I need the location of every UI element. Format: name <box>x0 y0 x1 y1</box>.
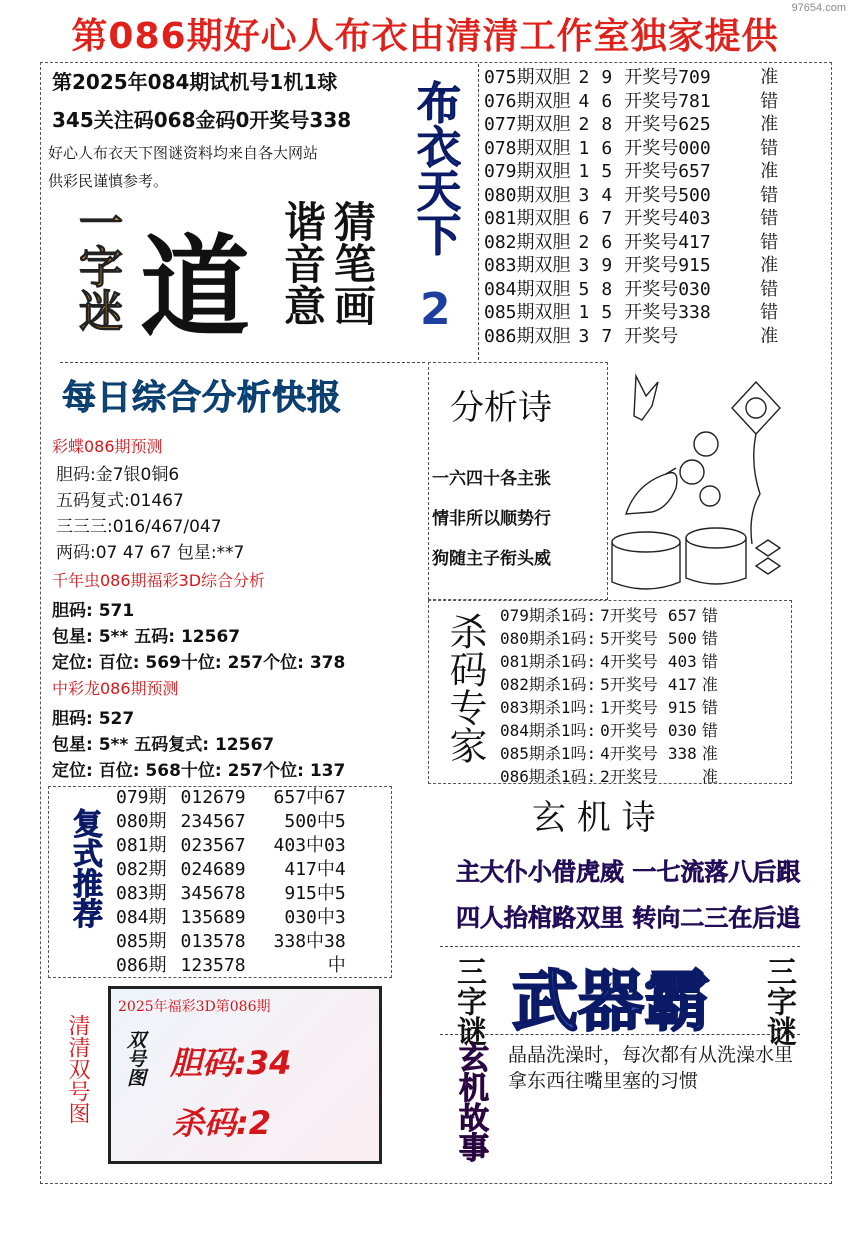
dd-period: 085期双胆 <box>484 302 571 323</box>
story-label: 玄机故事 <box>453 1042 488 1162</box>
dd-period: 084期双胆 <box>484 278 571 300</box>
double-dan-row <box>484 160 778 184</box>
kill-table <box>500 604 718 788</box>
dd-period: 083期双胆 <box>484 255 571 276</box>
double-dan-table <box>484 66 778 348</box>
dd-dan-1: 3 <box>578 325 590 347</box>
sanzimi-label-left: 三字谜 <box>451 956 486 1046</box>
fushi-row <box>116 858 346 882</box>
kill-result: 错 <box>701 606 718 625</box>
kill-code: 2开奖号 <box>600 767 658 786</box>
dd-period: 078期双胆 <box>484 137 571 159</box>
fushi-row <box>116 882 346 906</box>
poem-title: 分析诗 <box>450 388 552 428</box>
double-dan-row <box>484 137 778 161</box>
kill-code: 0开奖号 <box>600 721 658 740</box>
double-dan-row <box>484 231 778 255</box>
dd-dan-1: 6 <box>578 208 590 229</box>
kill-period: 082期杀1码: <box>500 675 597 694</box>
dd-result: 错 <box>760 231 779 253</box>
double-dan-row <box>484 301 778 325</box>
dd-period: 076期双胆 <box>484 90 571 112</box>
double-dan-row <box>484 90 778 114</box>
zhongcailong-heading: 中彩龙086期预测 <box>52 679 179 698</box>
kill-label: 杀码专家 <box>443 612 487 764</box>
sanzimi-main: 武器霸 <box>512 963 710 1040</box>
kill-code: 5开奖号 <box>600 675 658 694</box>
kill-result: 错 <box>701 652 718 671</box>
dd-dan-2: 5 <box>601 161 613 182</box>
fushi-row <box>116 906 346 930</box>
dd-dan-1: 1 <box>578 137 590 159</box>
dd-period: 081期双胆 <box>484 208 571 229</box>
fushi-label: 复式推荐 <box>67 808 102 928</box>
dd-dan-1: 3 <box>578 255 590 276</box>
double-dan-row <box>484 184 778 208</box>
trial-note-1: 好心人布衣天下图谜资料均来自各大网站 <box>48 144 319 162</box>
fushi-combo: 135689 <box>180 907 246 928</box>
dd-open: 开奖号781 <box>624 90 711 112</box>
dd-dan-1: 2 <box>578 231 590 253</box>
fushi-open: 657中67 <box>273 787 346 808</box>
fushi-row <box>116 786 346 810</box>
dd-dan-1: 2 <box>578 114 590 135</box>
dd-open: 开奖号657 <box>624 161 711 182</box>
dd-result: 错 <box>760 302 779 323</box>
dd-dan-2: 9 <box>601 67 613 88</box>
riddle-side-col-2: 猜笔画 <box>328 200 377 326</box>
xuanji-title: 玄 机 诗 <box>532 798 656 838</box>
qingqing-sha: 杀码:2 <box>172 1104 272 1142</box>
kill-row <box>500 765 718 788</box>
kill-period: 084期杀1吗: <box>500 721 597 740</box>
brand-vertical: 布衣天下 <box>409 80 460 256</box>
fushi-row <box>116 930 346 954</box>
qiannian-line-3: 定位: 百位: 569十位: 257个位: 378 <box>52 653 346 673</box>
fushi-combo: 345678 <box>180 883 246 904</box>
kill-row <box>500 696 718 719</box>
qingqing-side: 双号图 <box>124 1030 146 1087</box>
double-dan-row <box>484 325 778 349</box>
fushi-open: 915中5 <box>284 883 346 904</box>
double-dan-row <box>484 66 778 90</box>
caidie-line-4: 两码:07 47 67 包星:**7 <box>56 543 245 563</box>
dd-open: 开奖号417 <box>624 231 711 253</box>
dd-dan-1: 4 <box>578 90 590 112</box>
dd-result: 准 <box>760 255 779 276</box>
fushi-table <box>116 786 346 978</box>
dd-result: 错 <box>760 278 779 300</box>
dd-dan-1: 5 <box>578 278 590 300</box>
dd-result: 准 <box>760 325 779 347</box>
qiannian-heading: 千年虫086期福彩3D综合分析 <box>52 571 266 590</box>
sanzimi-label-right: 三字谜 <box>761 956 796 1046</box>
kill-period: 081期杀1码: <box>500 652 597 671</box>
fushi-combo: 234567 <box>180 811 246 832</box>
qingqing-dan: 胆码:34 <box>170 1044 292 1082</box>
fushi-open: 417中4 <box>284 859 346 880</box>
dd-dan-2: 9 <box>601 255 613 276</box>
kill-row <box>500 719 718 742</box>
kill-number: 403 <box>667 652 697 671</box>
dd-open: 开奖号915 <box>624 255 711 276</box>
kill-number: 500 <box>667 629 697 648</box>
dd-open: 开奖号030 <box>624 278 711 300</box>
dd-open: 开奖号338 <box>624 302 711 323</box>
poem-line-3: 狗随主子衔头威 <box>432 549 551 569</box>
poem-line-2: 情非所以顺势行 <box>432 509 551 529</box>
fushi-combo: 023567 <box>180 835 246 856</box>
caidie-line-2: 五码复式:01467 <box>56 491 184 511</box>
dd-dan-1: 1 <box>578 302 590 323</box>
kill-row <box>500 627 718 650</box>
kill-number <box>668 765 702 788</box>
xuanji-line-2: 四人抬棺路双里 转向二三在后追 <box>456 904 801 932</box>
dd-result: 错 <box>760 208 779 229</box>
kite-icon <box>732 382 780 434</box>
dd-result: 准 <box>760 114 779 135</box>
dd-period: 075期双胆 <box>484 67 571 88</box>
fushi-row <box>116 810 346 834</box>
kill-number: 657 <box>667 606 697 625</box>
kill-code: 4开奖号 <box>600 744 658 763</box>
kill-code: 7开奖号 <box>600 606 658 625</box>
dd-open: 开奖号625 <box>624 114 711 135</box>
fushi-period: 083期 <box>116 883 167 904</box>
fushi-open: 030中3 <box>284 907 346 928</box>
dd-dan-1: 1 <box>578 161 590 182</box>
caidie-line-1: 胆码:金7银0铜6 <box>56 465 180 485</box>
zhongcailong-line-2: 包星: 5** 五码复式: 12567 <box>52 735 275 755</box>
kill-result: 准 <box>701 675 718 694</box>
fushi-combo: 013578 <box>180 931 246 952</box>
story-text: 晶晶洗澡时，每次都有从洗澡水里拿东西往嘴里塞的习惯 <box>508 1044 794 1092</box>
fushi-period: 084期 <box>116 907 167 928</box>
zhongcailong-line-1: 胆码: 527 <box>52 709 135 729</box>
trial-line-2: 345关注码068金码0开奖号338 <box>52 108 352 132</box>
caidie-heading: 彩蝶086期预测 <box>52 437 163 456</box>
caidie-line-3: 三三三:016/467/047 <box>56 517 222 537</box>
kill-period: 079期杀1码: <box>500 606 597 625</box>
kill-number: 338 <box>667 744 697 763</box>
riddle-side-col-1: 谐音意 <box>278 200 327 326</box>
fushi-row <box>116 954 346 978</box>
fushi-open: 中 <box>327 955 346 976</box>
dd-dan-2: 7 <box>601 208 613 229</box>
qingqing-heading: 2025年福彩3D第086期 <box>118 999 271 1015</box>
kill-period: 085期杀1吗: <box>500 744 597 763</box>
dd-result: 准 <box>760 161 779 182</box>
kill-period: 083期杀1吗: <box>500 698 597 717</box>
kill-result: 错 <box>701 721 718 740</box>
dd-period: 080期双胆 <box>484 184 571 206</box>
dd-dan-2: 8 <box>601 114 613 135</box>
dd-open: 开奖号 <box>624 325 679 347</box>
kill-number: 915 <box>667 698 697 717</box>
fushi-period: 079期 <box>116 787 167 808</box>
fushi-combo: 024689 <box>180 859 246 880</box>
dd-open: 开奖号500 <box>624 184 711 206</box>
kill-result: 错 <box>701 698 718 717</box>
brand-number: 2 <box>420 284 451 335</box>
watermark: 97654.com <box>791 2 846 14</box>
fushi-period: 086期 <box>116 955 167 976</box>
dd-dan-2: 4 <box>601 184 613 206</box>
fushi-combo: 012679 <box>180 787 246 808</box>
duck-icon <box>626 473 677 514</box>
dd-period: 077期双胆 <box>484 114 571 135</box>
qingqing-label: 清清双号图 <box>65 1014 90 1124</box>
dd-dan-2: 7 <box>601 325 613 347</box>
dd-open: 开奖号000 <box>624 137 711 159</box>
double-dan-row <box>484 254 778 278</box>
kill-code: 1开奖号 <box>600 698 658 717</box>
dd-open: 开奖号403 <box>624 208 711 229</box>
trial-line-1: 第2025年084期试机号1机1球 <box>52 70 338 94</box>
poem-line-1: 一六四十各主张 <box>432 469 551 489</box>
kill-period: 080期杀1码: <box>500 629 597 648</box>
kill-result: 准 <box>701 767 718 786</box>
dd-dan-2: 8 <box>601 278 613 300</box>
dd-dan-1: 3 <box>578 184 590 206</box>
fushi-row <box>116 834 346 858</box>
fushi-open: 500中5 <box>284 811 346 832</box>
dd-result: 错 <box>760 184 779 206</box>
dd-result: 准 <box>760 67 779 88</box>
double-dan-row <box>484 278 778 302</box>
qiannian-line-2: 包星: 5** 五码: 12567 <box>52 627 241 647</box>
fushi-period: 085期 <box>116 931 167 952</box>
double-dan-row <box>484 207 778 231</box>
kill-row <box>500 650 718 673</box>
trial-note-2: 供彩民谨慎参考。 <box>48 172 169 190</box>
fushi-period: 081期 <box>116 835 167 856</box>
kill-result: 错 <box>701 629 718 648</box>
page-title: 第086期好心人布衣由清清工作室独家提供 <box>71 16 779 57</box>
dd-period: 082期双胆 <box>484 231 571 253</box>
dd-result: 错 <box>760 137 779 159</box>
kill-code: 5开奖号 <box>600 629 658 648</box>
riddle-main-char: 道 <box>140 223 250 352</box>
zhongcailong-line-3: 定位: 百位: 568十位: 257个位: 137 <box>52 761 346 781</box>
daily-analysis-title: 每日综合分析快报 <box>62 378 342 418</box>
fushi-period: 080期 <box>116 811 167 832</box>
dd-dan-1: 2 <box>578 67 590 88</box>
dd-open: 开奖号709 <box>624 67 711 88</box>
kill-number: 417 <box>667 675 697 694</box>
dd-period: 086期双胆 <box>484 325 571 347</box>
xuanji-line-1: 主大仆小借虎威 一七流落八后跟 <box>456 858 801 886</box>
fushi-open: 403中03 <box>273 835 346 856</box>
dd-dan-2: 5 <box>601 302 613 323</box>
dd-result: 错 <box>760 90 779 112</box>
kill-row <box>500 742 718 765</box>
fushi-combo: 123578 <box>180 955 246 976</box>
kill-result: 准 <box>701 744 718 763</box>
flying-bird-icon <box>634 376 658 420</box>
kill-period: 086期杀1码: <box>500 767 597 786</box>
dd-dan-2: 6 <box>601 137 613 159</box>
double-dan-row <box>484 113 778 137</box>
kill-code: 4开奖号 <box>600 652 658 671</box>
dd-dan-2: 6 <box>601 231 613 253</box>
fushi-open: 338中38 <box>273 931 346 952</box>
illustration-image <box>606 362 796 598</box>
riddle-vertical-label: 一字迷 <box>71 200 122 332</box>
fushi-period: 082期 <box>116 859 167 880</box>
qiannian-line-1: 胆码: 571 <box>52 601 135 621</box>
dd-period: 079期双胆 <box>484 161 571 182</box>
dd-dan-2: 6 <box>601 90 613 112</box>
kill-row <box>500 673 718 696</box>
kill-row <box>500 604 718 627</box>
kill-number: 030 <box>667 721 697 740</box>
